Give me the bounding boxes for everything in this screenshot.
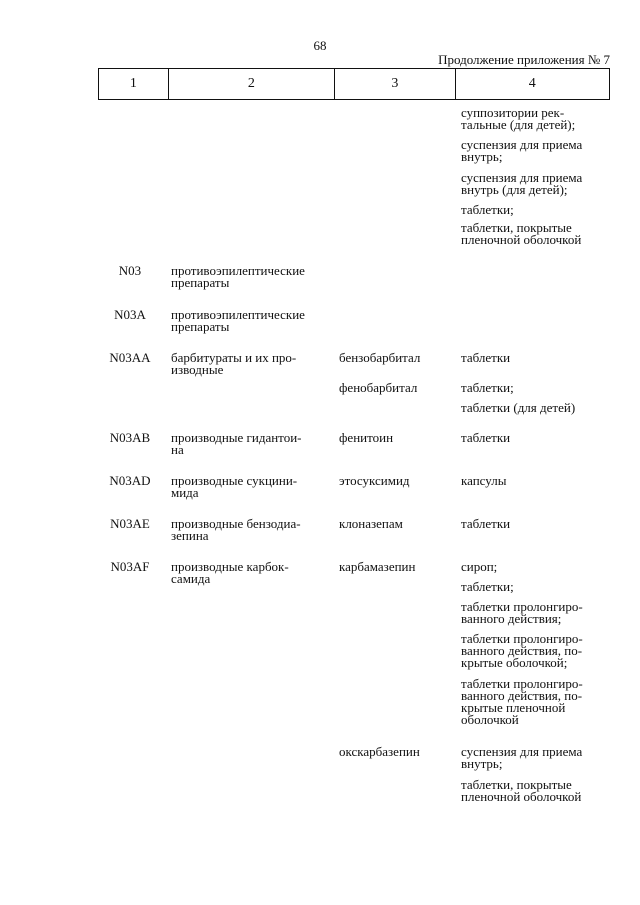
header-cell-3: 3 (335, 69, 456, 99)
group-name: противоэпилептические препараты (171, 263, 305, 290)
table-header (98, 68, 610, 100)
form-item: таблетки пролонгиро- ванного действия; (461, 599, 583, 626)
form-item: таблетки (461, 430, 511, 445)
form-item: таблетки, покрытые пленочной оболочкой (461, 777, 582, 804)
header-cell-1: 1 (99, 69, 169, 99)
atc-code: N03AD (109, 473, 151, 488)
drug-name: клоназепам (339, 516, 403, 531)
header-cell-2: 2 (169, 69, 335, 99)
form-item: таблетки; (461, 202, 514, 217)
form-item: суспензия для приема внутрь (для детей); (461, 170, 583, 197)
atc-code: N03AA (109, 350, 151, 365)
drug-name: карбамазепин (339, 559, 416, 574)
form-item: таблетки (461, 350, 511, 365)
group-name: производные карбок- самида (171, 559, 289, 586)
form-item: таблетки (для детей) (461, 400, 576, 415)
form-item: таблетки; (461, 380, 514, 395)
atc-code: N03 (118, 263, 142, 278)
form-item: суппозитории рек- тальные (для детей); (461, 105, 576, 132)
atc-code: N03AF (110, 559, 150, 574)
form-item: капсулы (461, 473, 507, 488)
continuation-note: Продолжение приложения № 7 (438, 52, 610, 67)
atc-code: N03AB (109, 430, 151, 445)
drug-name: окскарбазепин (339, 744, 420, 759)
form-item: таблетки, покрытые пленочной оболочкой (461, 220, 582, 247)
drug-name: фенобарбитал (339, 380, 418, 395)
form-item: суспензия для приема внутрь; (461, 137, 583, 164)
header-cell-4: 4 (528, 76, 536, 91)
group-name: производные гидантои- на (171, 430, 302, 457)
drug-name: фенитоин (339, 430, 394, 445)
group-name: барбитураты и их про- изводные (171, 350, 297, 377)
form-item: таблетки (461, 516, 511, 531)
atc-code: N03AE (110, 516, 150, 531)
drug-name: бензобарбитал (339, 350, 421, 365)
group-name: противоэпилептические препараты (171, 307, 305, 334)
group-name: производные сукцини- мида (171, 473, 298, 500)
form-item: таблетки пролонгиро- ванного действия, по- крытые пленочной оболочкой (461, 676, 583, 727)
form-item: сироп; (461, 559, 498, 574)
page-number: 68 (313, 38, 327, 53)
form-item: суспензия для приема внутрь; (461, 744, 583, 771)
atc-code: N03A (114, 307, 146, 322)
form-item: таблетки; (461, 579, 514, 594)
group-name: производные бензодиа- зепина (171, 516, 301, 543)
form-item: таблетки пролонгиро- ванного действия, по- крытые оболочкой; (461, 631, 583, 670)
drug-name: этосуксимид (339, 473, 410, 488)
